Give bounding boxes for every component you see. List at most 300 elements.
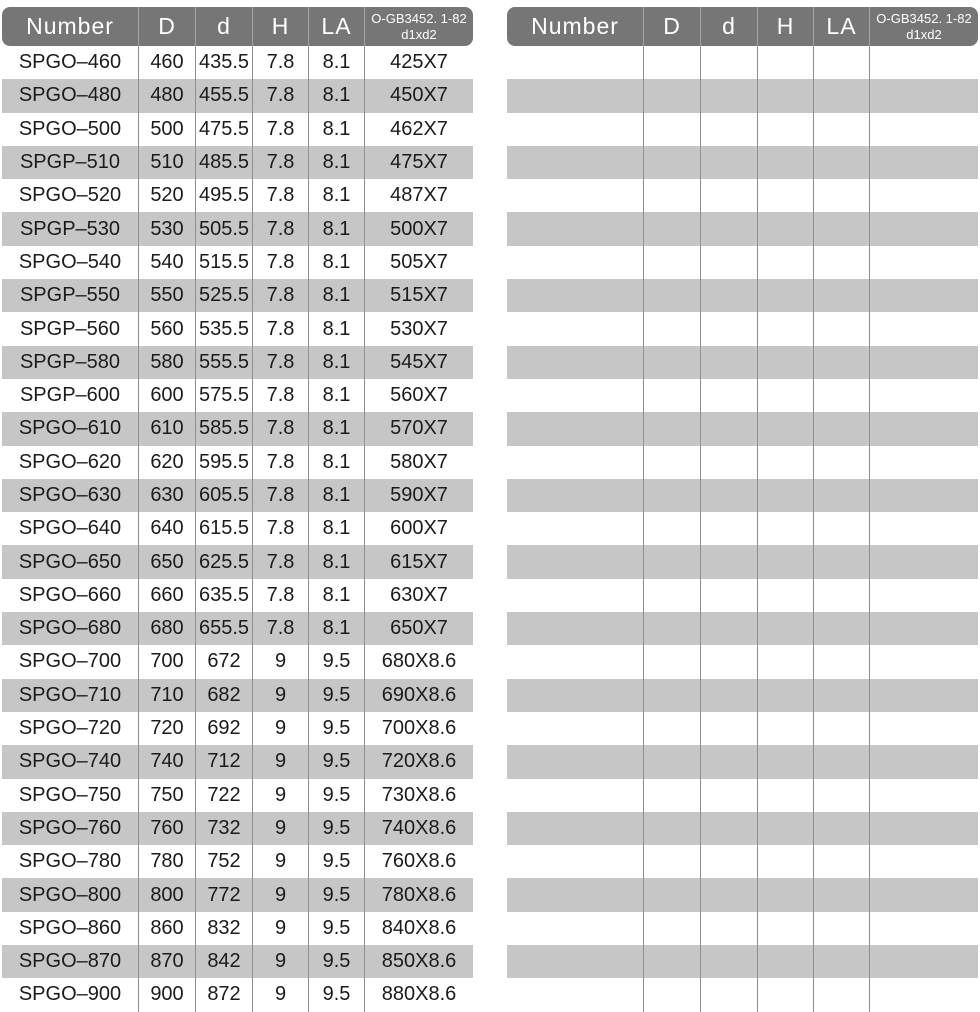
cell-number: SPGO–650 <box>2 545 139 578</box>
header-label: D <box>158 13 176 39</box>
cell-H: 7.8 <box>253 412 309 445</box>
table-row <box>2 612 473 645</box>
cell-H <box>758 46 814 79</box>
cell-LA: 8.1 <box>309 312 365 345</box>
cell-d <box>701 512 758 545</box>
cell-number: SPGP–530 <box>2 212 139 245</box>
cell-LA: 9.5 <box>309 812 365 845</box>
cell-standard <box>870 812 978 845</box>
header-cell-number <box>2 7 139 46</box>
cell-LA: 8.1 <box>309 279 365 312</box>
table-row <box>507 379 978 412</box>
cell-D <box>644 945 701 978</box>
cell-number <box>507 712 644 745</box>
cell-d <box>701 978 758 1011</box>
cell-H: 7.8 <box>253 545 309 578</box>
cell-D: 540 <box>139 246 196 279</box>
table-row <box>507 212 978 245</box>
cell-D: 620 <box>139 446 196 479</box>
cell-LA: 9.5 <box>309 645 365 678</box>
cell-number: SPGO–500 <box>2 113 139 146</box>
cell-LA: 8.1 <box>309 479 365 512</box>
cell-H <box>758 246 814 279</box>
table-row <box>2 845 473 878</box>
table-row <box>2 412 473 445</box>
cell-D <box>644 645 701 678</box>
cell-number: SPGO–710 <box>2 679 139 712</box>
cell-number: SPGO–860 <box>2 912 139 945</box>
cell-LA <box>814 113 870 146</box>
table-row <box>507 412 978 445</box>
header-label: d1xd2 <box>906 26 942 42</box>
cell-H: 7.8 <box>253 46 309 79</box>
cell-d: 752 <box>196 845 253 878</box>
table-row <box>507 978 978 1011</box>
cell-number <box>507 679 644 712</box>
cell-d <box>701 545 758 578</box>
cell-d <box>701 179 758 212</box>
cell-standard: 615X7 <box>390 550 448 573</box>
cell-number: SPGO–900 <box>2 978 139 1011</box>
cell-H <box>758 878 814 911</box>
cell-standard: 730X8.6 <box>381 783 457 806</box>
cell-H <box>758 745 814 778</box>
cell-d <box>701 878 758 911</box>
cell-d: 692 <box>196 712 253 745</box>
table-row <box>507 712 978 745</box>
cell-H <box>758 978 814 1011</box>
cell-number <box>507 446 644 479</box>
cell-standard: 580X7 <box>390 450 448 473</box>
cell-D: 750 <box>139 779 196 812</box>
cell-H <box>758 845 814 878</box>
cell-standard <box>870 379 978 412</box>
cell-standard <box>870 312 978 345</box>
cell-d <box>701 912 758 945</box>
cell-D <box>644 179 701 212</box>
cell-D: 760 <box>139 812 196 845</box>
cell-number <box>507 579 644 612</box>
cell-D <box>644 779 701 812</box>
cell-D: 510 <box>139 146 196 179</box>
cell-LA <box>814 479 870 512</box>
cell-standard <box>870 446 978 479</box>
table-row <box>2 779 473 812</box>
cell-H: 7.8 <box>253 146 309 179</box>
table-row <box>507 612 978 645</box>
cell-LA <box>814 412 870 445</box>
cell-H: 7.8 <box>253 612 309 645</box>
cell-standard: 560X7 <box>390 384 448 407</box>
cell-D <box>644 312 701 345</box>
cell-standard: 500X7 <box>390 217 448 240</box>
cell-H: 9 <box>253 878 309 911</box>
cell-d <box>701 146 758 179</box>
cell-number: SPGP–550 <box>2 279 139 312</box>
cell-H: 7.8 <box>253 346 309 379</box>
cell-D: 500 <box>139 113 196 146</box>
header-label: Number <box>26 13 114 39</box>
cell-standard: 475X7 <box>390 151 448 174</box>
cell-H <box>758 545 814 578</box>
cell-standard: 545X7 <box>390 350 448 373</box>
cell-D <box>644 612 701 645</box>
cell-LA: 8.1 <box>309 113 365 146</box>
cell-H <box>758 645 814 678</box>
header-cell-LA <box>309 7 365 46</box>
cell-d: 505.5 <box>196 212 253 245</box>
cell-H <box>758 412 814 445</box>
cell-d: 615.5 <box>196 512 253 545</box>
cell-number <box>507 745 644 778</box>
cell-H <box>758 679 814 712</box>
header-cell-number <box>507 7 644 46</box>
table-row <box>507 645 978 678</box>
header-label: D <box>663 13 681 39</box>
cell-D: 580 <box>139 346 196 379</box>
cell-standard: 650X7 <box>390 617 448 640</box>
cell-standard <box>870 346 978 379</box>
cell-number <box>507 845 644 878</box>
table-row <box>2 212 473 245</box>
cell-LA: 8.1 <box>309 412 365 445</box>
cell-d <box>701 113 758 146</box>
cell-LA: 8.1 <box>309 545 365 578</box>
table-row <box>2 79 473 112</box>
cell-LA: 8.1 <box>309 246 365 279</box>
cell-H: 9 <box>253 645 309 678</box>
cell-H: 7.8 <box>253 446 309 479</box>
cell-D: 630 <box>139 479 196 512</box>
cell-number: SPGO–460 <box>2 46 139 79</box>
cell-d: 495.5 <box>196 179 253 212</box>
table-row <box>507 845 978 878</box>
cell-LA: 8.1 <box>309 512 365 545</box>
cell-standard <box>870 712 978 745</box>
cell-D: 550 <box>139 279 196 312</box>
cell-standard: 505X7 <box>390 250 448 273</box>
cell-d: 712 <box>196 745 253 778</box>
cell-D: 600 <box>139 379 196 412</box>
header-cell-H <box>253 7 309 46</box>
table-row <box>2 978 473 1011</box>
cell-D: 860 <box>139 912 196 945</box>
cell-d <box>701 79 758 112</box>
cell-standard: 840X8.6 <box>381 916 457 939</box>
table-row <box>2 46 473 79</box>
cell-number <box>507 79 644 112</box>
table-row <box>507 179 978 212</box>
cell-LA: 9.5 <box>309 845 365 878</box>
cell-standard <box>870 113 978 146</box>
table-row <box>2 545 473 578</box>
cell-d: 535.5 <box>196 312 253 345</box>
cell-d: 672 <box>196 645 253 678</box>
cell-standard <box>870 512 978 545</box>
table-row <box>507 679 978 712</box>
cell-standard: 630X7 <box>390 583 448 606</box>
cell-LA <box>814 46 870 79</box>
cell-d <box>701 579 758 612</box>
cell-d: 485.5 <box>196 146 253 179</box>
cell-standard <box>870 212 978 245</box>
cell-LA: 8.1 <box>309 446 365 479</box>
cell-standard <box>870 745 978 778</box>
table-row <box>507 545 978 578</box>
cell-LA: 8.1 <box>309 179 365 212</box>
cell-H <box>758 79 814 112</box>
table-body <box>507 46 978 1012</box>
cell-H <box>758 146 814 179</box>
table-row <box>507 46 978 79</box>
cell-LA: 9.5 <box>309 745 365 778</box>
cell-standard: 760X8.6 <box>381 850 457 873</box>
cell-number: SPGO–480 <box>2 79 139 112</box>
table-row <box>507 312 978 345</box>
cell-H <box>758 312 814 345</box>
cell-number <box>507 612 644 645</box>
cell-D: 900 <box>139 978 196 1011</box>
cell-standard <box>870 878 978 911</box>
cell-H: 9 <box>253 745 309 778</box>
cell-H <box>758 579 814 612</box>
cell-number: SPGO–630 <box>2 479 139 512</box>
cell-d <box>701 412 758 445</box>
table-row <box>507 912 978 945</box>
cell-H: 7.8 <box>253 212 309 245</box>
cell-H <box>758 446 814 479</box>
cell-D <box>644 878 701 911</box>
cell-LA <box>814 945 870 978</box>
cell-D <box>644 246 701 279</box>
cell-LA <box>814 212 870 245</box>
table-row <box>2 279 473 312</box>
cell-H: 7.8 <box>253 79 309 112</box>
cell-d <box>701 446 758 479</box>
table-row <box>2 812 473 845</box>
cell-d: 605.5 <box>196 479 253 512</box>
cell-number: SPGO–800 <box>2 878 139 911</box>
cell-LA <box>814 246 870 279</box>
spec-table-left <box>2 7 473 1012</box>
header-cell-H <box>758 7 814 46</box>
cell-number: SPGO–780 <box>2 845 139 878</box>
cell-LA: 8.1 <box>309 212 365 245</box>
cell-D: 870 <box>139 945 196 978</box>
cell-d <box>701 845 758 878</box>
table-row <box>2 945 473 978</box>
cell-D <box>644 579 701 612</box>
table-row <box>507 812 978 845</box>
table-row <box>507 745 978 778</box>
cell-D: 740 <box>139 745 196 778</box>
cell-number <box>507 312 644 345</box>
cell-LA <box>814 645 870 678</box>
cell-D: 780 <box>139 845 196 878</box>
cell-number: SPGO–620 <box>2 446 139 479</box>
cell-standard <box>870 779 978 812</box>
cell-H: 7.8 <box>253 579 309 612</box>
cell-number: SPGP–510 <box>2 146 139 179</box>
table-body <box>2 46 473 1012</box>
cell-standard <box>870 479 978 512</box>
cell-D: 460 <box>139 46 196 79</box>
header-cell-standard <box>365 7 473 46</box>
cell-number <box>507 779 644 812</box>
cell-standard <box>870 912 978 945</box>
cell-number: SPGO–870 <box>2 945 139 978</box>
table-row <box>507 113 978 146</box>
header-label: LA <box>321 13 352 39</box>
cell-D: 480 <box>139 79 196 112</box>
cell-standard <box>870 146 978 179</box>
cell-H: 9 <box>253 712 309 745</box>
header-cell-LA <box>814 7 870 46</box>
cell-D <box>644 845 701 878</box>
cell-standard: 700X8.6 <box>381 717 457 740</box>
cell-D <box>644 912 701 945</box>
cell-d <box>701 212 758 245</box>
cell-H <box>758 179 814 212</box>
cell-standard: 530X7 <box>390 317 448 340</box>
header-cell-standard <box>870 7 978 46</box>
cell-H: 9 <box>253 845 309 878</box>
cell-number: SPGO–740 <box>2 745 139 778</box>
cell-standard: 487X7 <box>390 184 448 207</box>
cell-D: 560 <box>139 312 196 345</box>
cell-number <box>507 146 644 179</box>
cell-LA <box>814 346 870 379</box>
table-row <box>2 113 473 146</box>
cell-D <box>644 146 701 179</box>
table-row <box>507 512 978 545</box>
cell-d <box>701 712 758 745</box>
cell-standard <box>870 246 978 279</box>
spec-table-right <box>507 7 978 1012</box>
cell-H <box>758 779 814 812</box>
cell-standard: 690X8.6 <box>381 683 457 706</box>
cell-LA: 8.1 <box>309 379 365 412</box>
cell-D: 720 <box>139 712 196 745</box>
cell-standard <box>870 545 978 578</box>
cell-LA <box>814 612 870 645</box>
cell-LA: 9.5 <box>309 679 365 712</box>
cell-d: 655.5 <box>196 612 253 645</box>
cell-number: SPGO–680 <box>2 612 139 645</box>
cell-d <box>701 46 758 79</box>
cell-LA <box>814 978 870 1011</box>
cell-standard <box>870 612 978 645</box>
cell-D <box>644 446 701 479</box>
header-label: Number <box>531 13 619 39</box>
cell-LA <box>814 679 870 712</box>
table-row <box>2 745 473 778</box>
cell-number <box>507 113 644 146</box>
header-label: d <box>722 13 736 39</box>
cell-standard <box>870 46 978 79</box>
header-label: H <box>776 13 795 39</box>
cell-standard: 780X8.6 <box>381 883 457 906</box>
cell-H: 9 <box>253 812 309 845</box>
cell-D <box>644 279 701 312</box>
cell-d: 555.5 <box>196 346 253 379</box>
table-row <box>2 645 473 678</box>
cell-d <box>701 945 758 978</box>
header-label: O-GB3452. 1-82 <box>371 10 467 26</box>
cell-standard <box>870 645 978 678</box>
cell-d: 635.5 <box>196 579 253 612</box>
cell-d: 832 <box>196 912 253 945</box>
cell-D <box>644 346 701 379</box>
cell-number: SPGO–720 <box>2 712 139 745</box>
cell-number: SPGO–700 <box>2 645 139 678</box>
cell-H <box>758 912 814 945</box>
cell-LA: 8.1 <box>309 79 365 112</box>
table-row <box>2 179 473 212</box>
cell-D <box>644 212 701 245</box>
cell-LA <box>814 579 870 612</box>
cell-LA <box>814 379 870 412</box>
cell-standard <box>870 279 978 312</box>
cell-H: 7.8 <box>253 312 309 345</box>
table-header <box>2 7 473 46</box>
cell-number: SPGO–540 <box>2 246 139 279</box>
cell-number: SPGO–760 <box>2 812 139 845</box>
cell-number <box>507 246 644 279</box>
cell-H <box>758 479 814 512</box>
cell-D <box>644 512 701 545</box>
cell-H <box>758 346 814 379</box>
cell-H: 9 <box>253 679 309 712</box>
cell-D <box>644 745 701 778</box>
cell-D: 650 <box>139 545 196 578</box>
table-row <box>2 146 473 179</box>
cell-number <box>507 945 644 978</box>
cell-D <box>644 812 701 845</box>
cell-D <box>644 978 701 1011</box>
cell-H: 7.8 <box>253 113 309 146</box>
cell-d: 872 <box>196 978 253 1011</box>
cell-LA <box>814 179 870 212</box>
cell-d <box>701 346 758 379</box>
cell-d <box>701 779 758 812</box>
cell-LA <box>814 745 870 778</box>
cell-standard: 850X8.6 <box>381 950 457 973</box>
cell-D <box>644 113 701 146</box>
cell-H <box>758 712 814 745</box>
cell-number <box>507 46 644 79</box>
cell-D <box>644 412 701 445</box>
cell-number <box>507 978 644 1011</box>
cell-standard <box>870 978 978 1011</box>
cell-number: SPGP–580 <box>2 346 139 379</box>
cell-H: 7.8 <box>253 246 309 279</box>
cell-number <box>507 812 644 845</box>
cell-standard: 590X7 <box>390 484 448 506</box>
cell-number <box>507 545 644 578</box>
cell-D <box>644 545 701 578</box>
cell-D: 800 <box>139 878 196 911</box>
cell-standard <box>870 412 978 445</box>
cell-LA <box>814 279 870 312</box>
header-cell-D <box>644 7 701 46</box>
cell-number: SPGO–520 <box>2 179 139 212</box>
cell-standard: 720X8.6 <box>381 750 457 773</box>
cell-H: 7.8 <box>253 479 309 512</box>
cell-number: SPGO–640 <box>2 512 139 545</box>
cell-LA <box>814 446 870 479</box>
cell-number <box>507 279 644 312</box>
